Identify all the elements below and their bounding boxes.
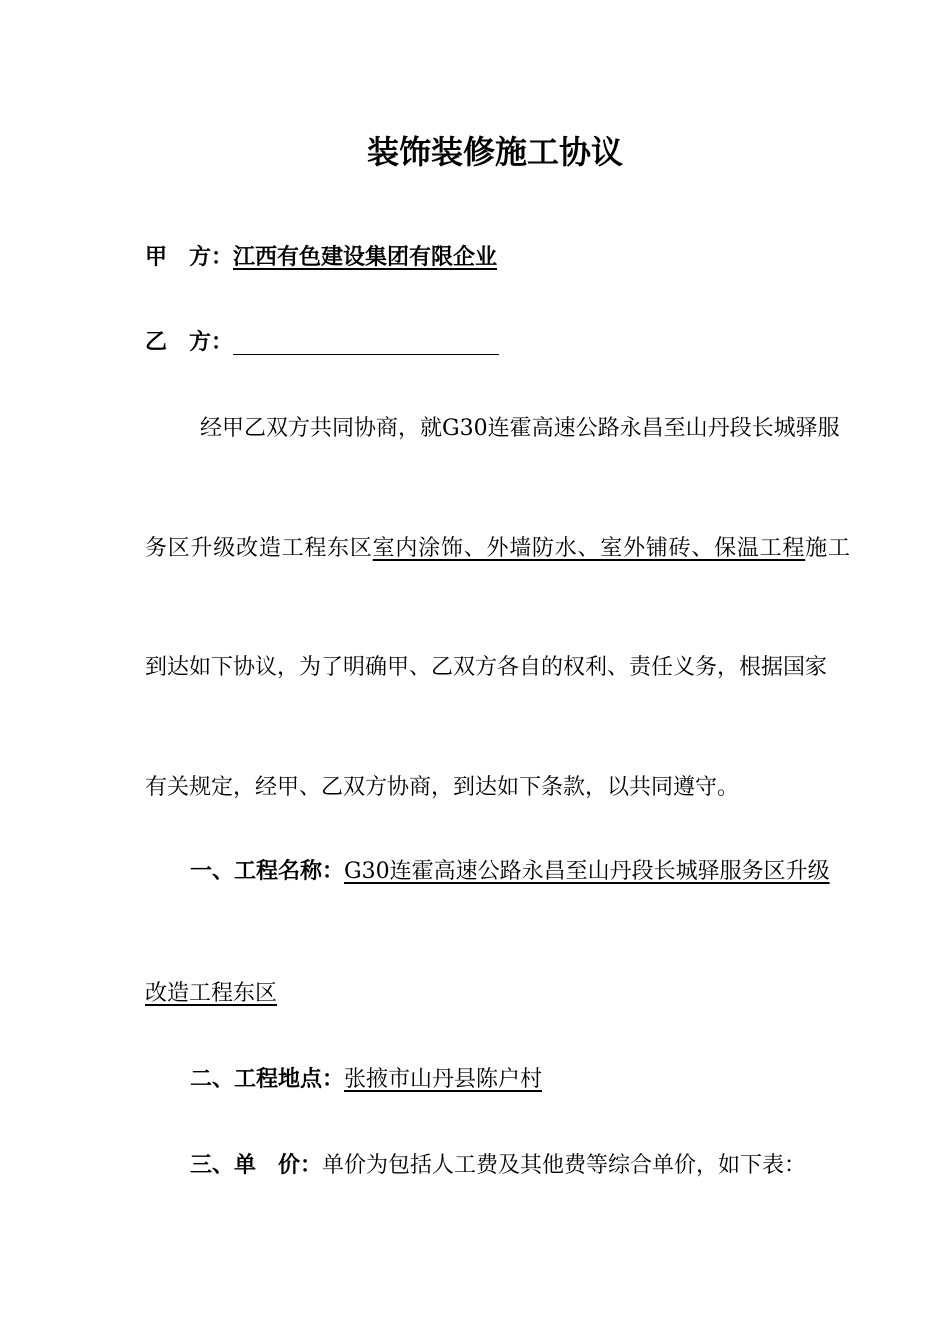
party-a-name: 江西有色建设集团有限企业	[233, 245, 498, 270]
clause-1-value-cont: 改造工程东区	[145, 981, 278, 1006]
clause-3-label: 三、单	[190, 1153, 257, 1178]
intro-line-2-end: 施工	[805, 536, 850, 561]
party-b-line	[145, 328, 850, 358]
party-b-label-suffix: 方：	[189, 330, 234, 355]
clause-1-label: 一、工程名称：	[190, 859, 345, 884]
intro-line-4: 有关规定，经甲、乙双方协商，到达如下条款，以共同遵守。	[145, 775, 740, 800]
clause-2-label: 二、工程地点：	[190, 1067, 345, 1092]
party-b-label: 乙	[145, 330, 168, 355]
party-a-label: 甲	[145, 245, 168, 270]
clause-2-line	[145, 1065, 850, 1095]
clause-1-continuation	[145, 979, 850, 1009]
intro-work-scope: 室内涂饰、外墙防水、室外铺砖、保温工程	[372, 536, 806, 561]
party-b-blank-field	[233, 332, 499, 355]
document-title: 装饰装修施工协议	[366, 133, 623, 171]
clause-1-line	[145, 857, 850, 887]
clause-1-value: G30连霍高速公路永昌至山丹段长城驿服务区升级	[344, 859, 830, 884]
intro-line-3: 到达如下协议，为了明确甲、乙双方各自的权利、责任义务，根据国家	[145, 655, 828, 680]
clause-2-value: 张掖市山丹县陈户村	[344, 1067, 543, 1092]
intro-line-1: 经甲乙双方共同协商，就G30连霍高速公路永昌至山丹段长城驿服	[200, 416, 840, 441]
party-a-label-suffix: 方：	[189, 245, 234, 270]
intro-line-2	[145, 534, 850, 564]
clause-3-value: 单价为包括人工费及其他费等综合单价，如下表：	[322, 1153, 807, 1178]
clause-3-line	[145, 1151, 850, 1181]
party-a-line	[145, 243, 850, 273]
clause-3-label-suffix: 价：	[278, 1153, 323, 1178]
intro-line-2-start: 务区升级改造工程东区	[145, 536, 373, 561]
